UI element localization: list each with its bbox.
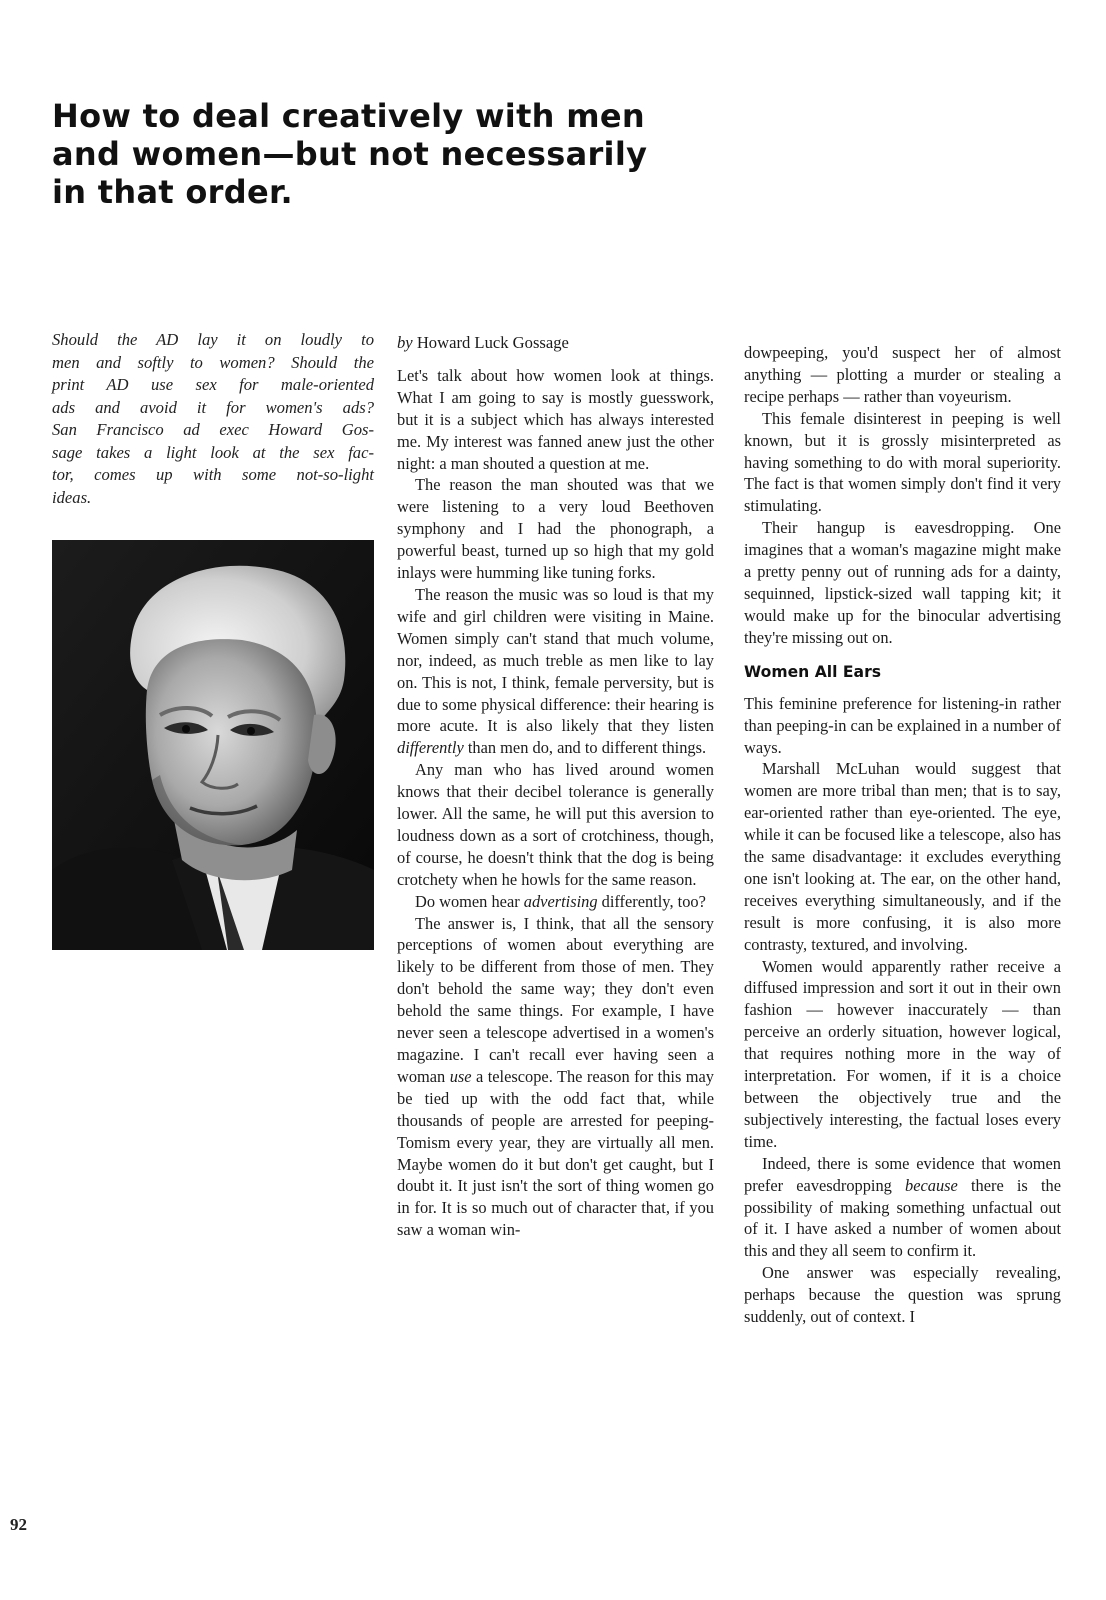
body-paragraph: Any man who has lived around women knows that their decibel tolerance is generally lower. All the same, he will put this aversion to loudness down as a sort of crotchiness, though, of course, he doesn't think that the dog is being crotchety when he howls for the same reason.	[397, 760, 714, 889]
article-column-middle	[397, 332, 714, 1241]
page-number: 92	[10, 1515, 27, 1534]
text-run: Do women hear	[415, 891, 524, 911]
body-paragraph: This feminine preference for listening-in rather than peeping-in can be explained in a number of ways.	[744, 693, 1061, 757]
body-paragraph: dowpeeping, you'd suspect her of almost anything — plotting a murder or stealing a recipe perhaps — rather than voyeurism.	[744, 343, 1061, 406]
deck-line: San Francisco ad exec Howard Gos-	[52, 420, 374, 439]
body-paragraph: One answer was especially revealing, perhaps because the question was sprung suddenly, out of context. I	[744, 1263, 1061, 1327]
article-column-right	[744, 342, 1061, 1328]
body-paragraph	[744, 1153, 1061, 1263]
emphasized-word: because	[905, 1175, 958, 1195]
deck-line: ideas.	[52, 487, 92, 507]
text-run: there is the possibility of making something unfactual out of it. I have asked a number of women about this and they all seem to confirm it.	[744, 1175, 1061, 1261]
deck-line: men and softly to women? Should the	[52, 352, 374, 372]
text-run: Indeed, there is some evidence that women prefer eavesdropping	[744, 1153, 1061, 1195]
body-paragraph: Let's talk about how women look at things. What I am going to say is mostly guesswork, but it is a subject which has always interested me. My interest was fanned anew just the other night: a man shouted a question at me.	[397, 365, 714, 473]
deck-line: sage takes a light look at the sex fac-	[52, 442, 374, 462]
emphasized-word: differently	[397, 738, 464, 758]
body-paragraph: Marshall McLuhan would suggest that women are more tribal than men; that is to say, ear-oriented rather than eye-oriented. The eye, while it can be focused like a telescope, also has the same disadvantage: it excludes everything one isn't looking at. The ear, on the other hand, receives everything simultaneously, and if the result is more confusing, it is also more contrasty, textured, and involving.	[744, 759, 1061, 954]
body-paragraph: The reason the man shouted was that we were listening to a very loud Beethoven symphony and I had the phonograph, a powerful beast, turned up so high that my gold inlays were humming like tuning forks.	[397, 475, 714, 583]
body-paragraph	[397, 913, 714, 1242]
portrait-illustration	[52, 540, 374, 950]
deck-line: tor, comes up with some not-so-light	[52, 465, 374, 484]
body-paragraph: Their hangup is eavesdropping. One imagines that a woman's magazine might make a pretty penny out of running ads for a dainty, sequinned, lipstick-sized wall tapping kit; it would make up for the binocular advertising they're missing out on.	[744, 518, 1061, 647]
byline-prefix: by	[397, 333, 413, 352]
deck-line: print AD use sex for male-oriented	[52, 375, 374, 394]
headline-line: How to deal creatively with men	[52, 97, 645, 135]
headline-line: in that order.	[52, 173, 293, 211]
text-run: differently, too?	[597, 891, 706, 911]
text-run: The answer is, I think, that all the sensory perceptions of women about everything are likely to be different from those of men. They don't behold the same way; they don't even behold the same things. For example, I have never seen a telescope advertised in a women's magazine. I can't recall ever having seen a woman	[397, 913, 714, 1086]
byline-author: Howard Luck Gossage	[416, 333, 569, 352]
body-paragraph: This female disinterest in peeping is well known, but it is grossly misinterpreted as having something to do with moral superiority. The fact is that women simply don't find it very stimulating.	[744, 408, 1061, 516]
article-byline	[397, 332, 714, 354]
author-portrait-photo	[52, 540, 374, 950]
body-paragraph: Women would apparently rather receive a diffused impression and sort it out in their own fashion — however inaccurately — than perceive an orderly situation, however logical, that requires nothing more in the way of interpretation. For women, if it is a choice between the objectively true and the subjectively interesting, the factual loses every time.	[744, 956, 1061, 1151]
deck-line: ads and avoid it for women's ads?	[52, 397, 374, 417]
emphasized-word: advertising	[523, 891, 598, 911]
article-deck	[52, 329, 374, 509]
body-paragraph	[397, 891, 714, 913]
text-run: The reason the music was so loud is that my wife and girl children were visiting in Maine. Women simply can't stand that much volume, nor, indeed, as much treble as men like to lay on. This is not, I think, female perversity, but is due to some physical difference: their hearing is more acute. It is also likely that they listen	[397, 584, 714, 736]
article-headline	[52, 97, 752, 211]
deck-line: Should the AD lay it on loudly to	[52, 330, 374, 349]
emphasized-word: use	[449, 1066, 472, 1086]
body-paragraph	[397, 584, 714, 759]
section-subhead: Women All Ears	[744, 662, 882, 681]
text-run: a telescope. The reason for this may be tied up with the odd fact that, while thousands of people are arrested for peeping-Tomism every year, they are virtually all men. Maybe women do it but don't get caught, but I doubt it. It just isn't the sort of thing women go in for. It is so much out of character that, if you saw a woman win-	[397, 1066, 714, 1240]
text-run: than men do, and to different things.	[463, 738, 707, 758]
headline-line: and women—but not necessarily	[52, 135, 648, 173]
